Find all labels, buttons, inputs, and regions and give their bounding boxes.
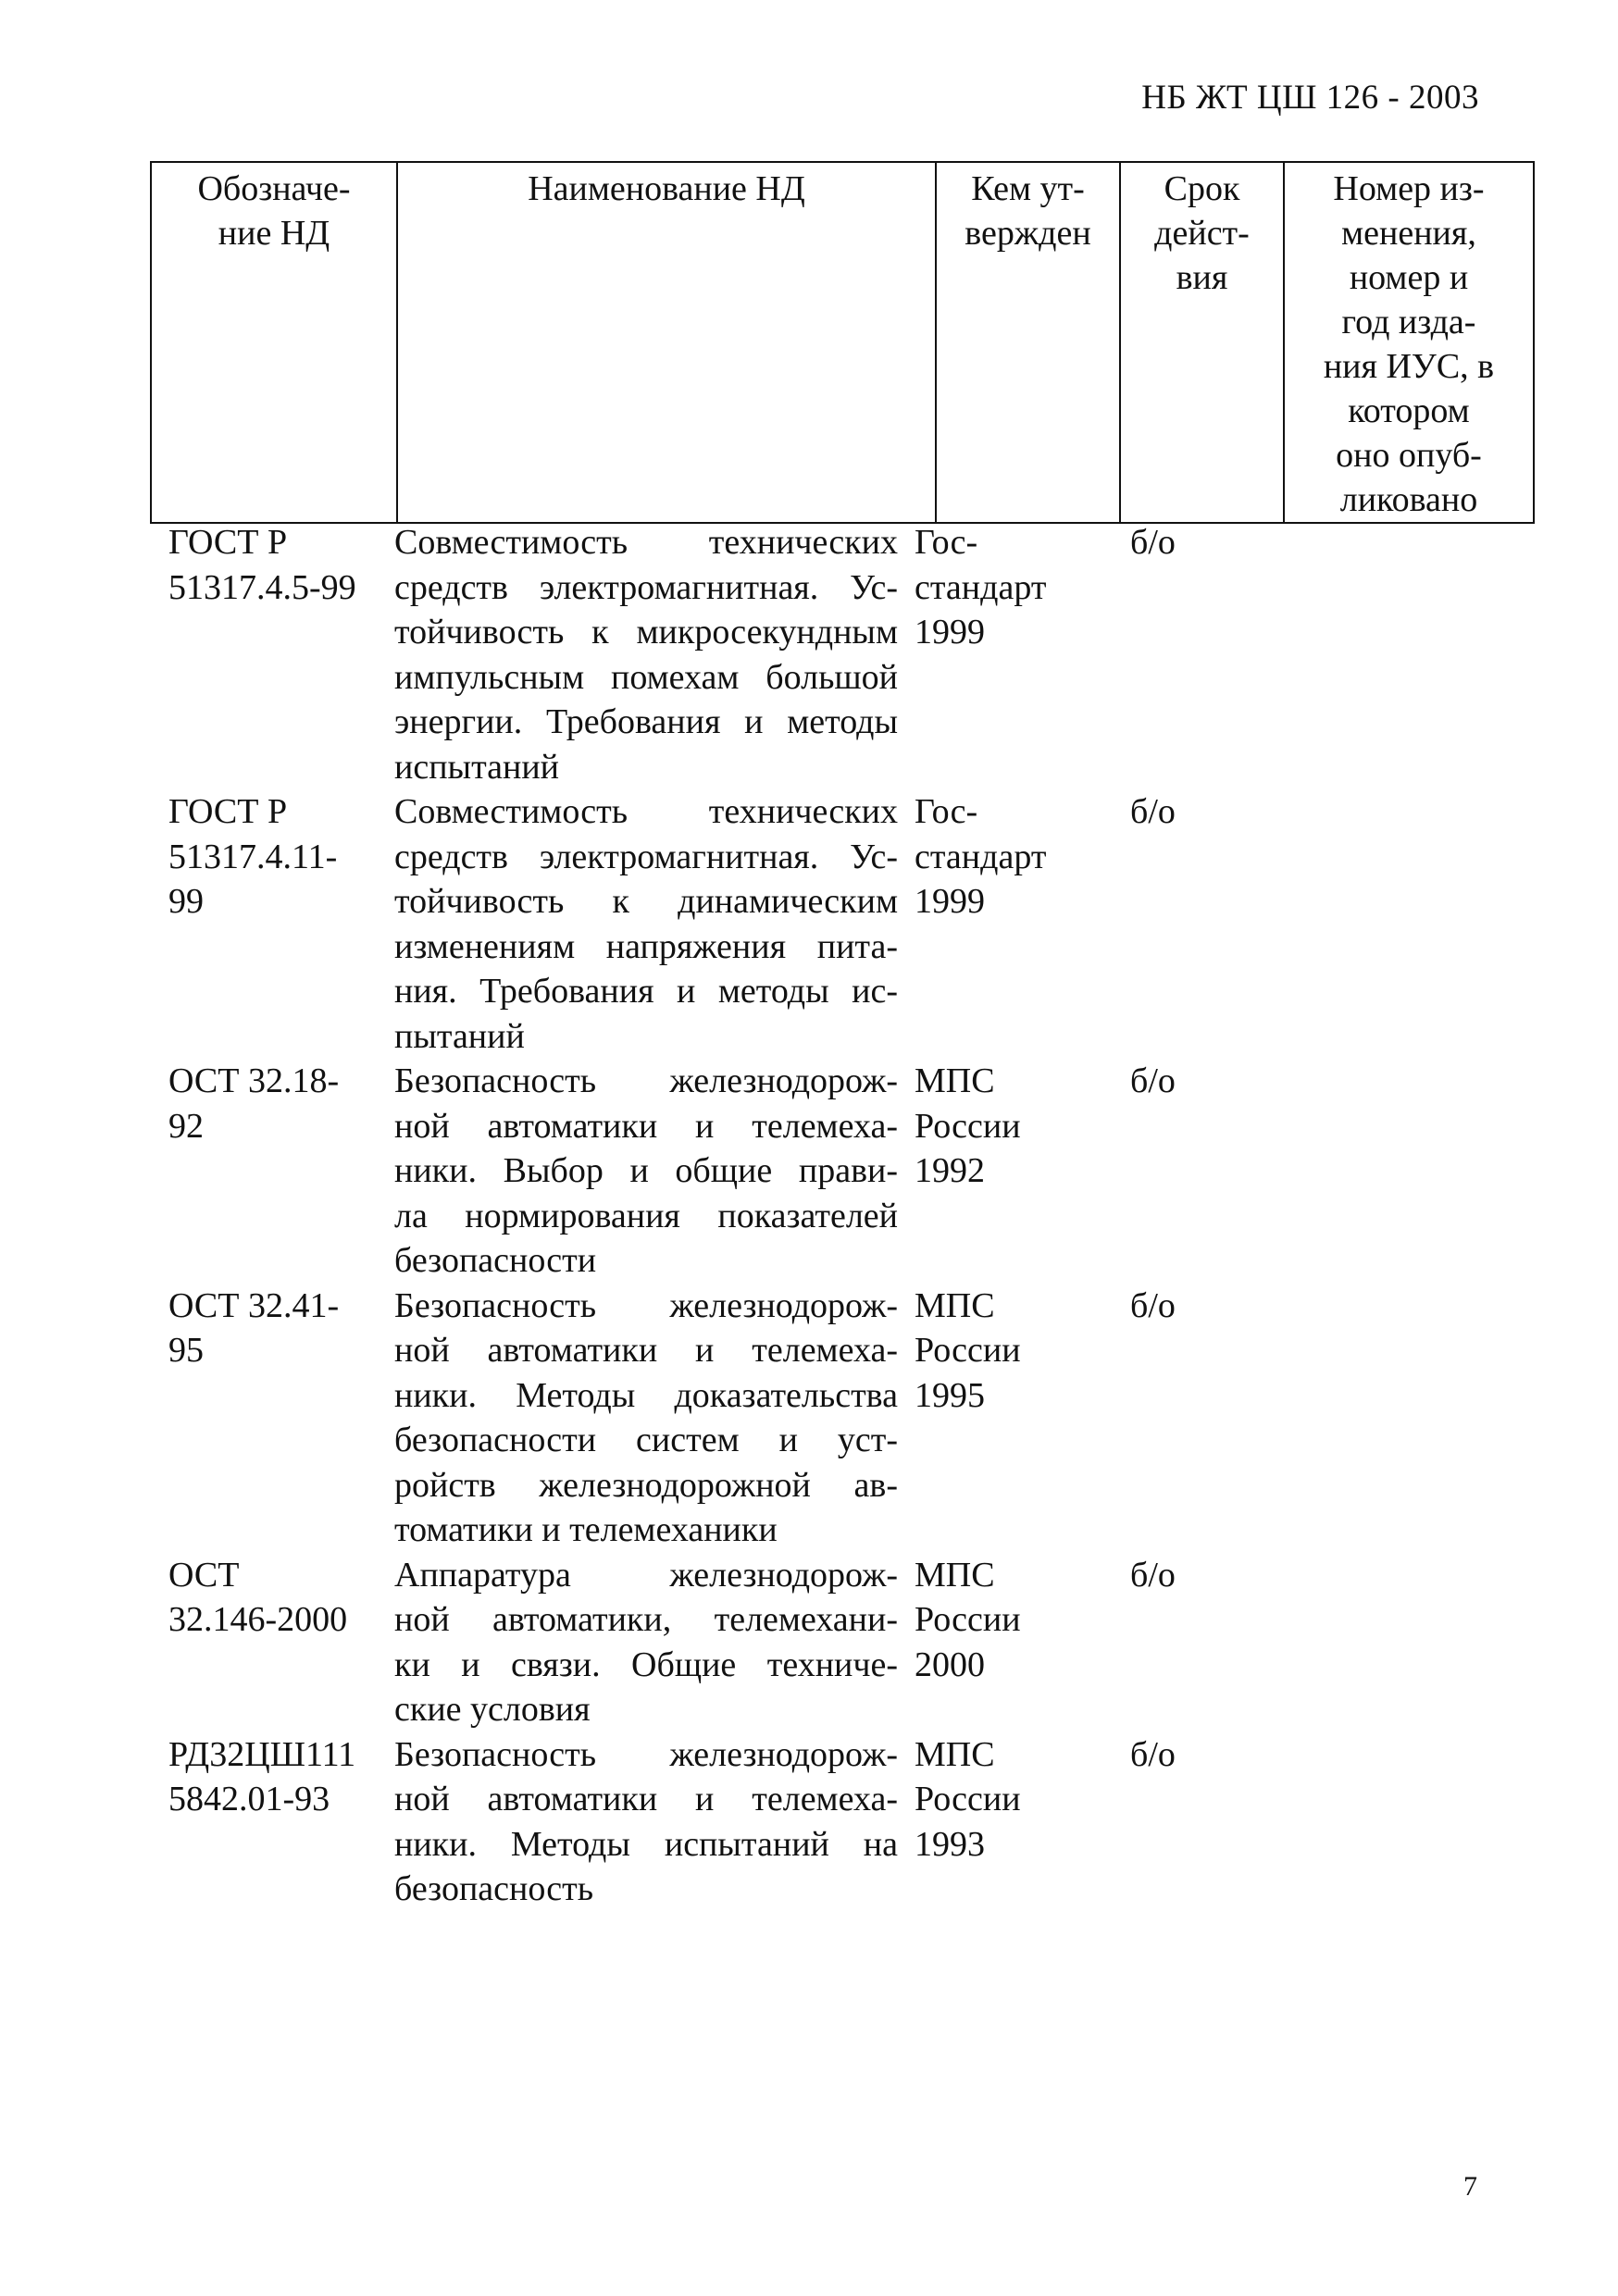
validity-cell: б/о	[1130, 1734, 1176, 1774]
header-designation	[151, 162, 397, 523]
validity-cell: б/о	[1130, 792, 1176, 831]
text-line: тойчивость к микросекундным	[394, 613, 898, 652]
text-line: испытаний	[394, 747, 560, 787]
text-line: ники. Методы доказательства	[394, 1375, 898, 1415]
text-line: пытаний	[394, 1016, 525, 1056]
table-row	[150, 1732, 1468, 1912]
text-line: Кем ут-	[971, 169, 1085, 208]
text-line: ГОСТ Р	[168, 792, 288, 831]
text-line: вия	[1176, 258, 1228, 297]
text-line: ОСТ 32.18-	[168, 1061, 340, 1100]
table-body	[150, 520, 1468, 1912]
text-line: год изда-	[1341, 303, 1476, 341]
text-line: России	[915, 1780, 1021, 1818]
name-cell	[383, 1059, 909, 1284]
table-header	[150, 161, 1535, 524]
change-number-cell	[1231, 1284, 1468, 1553]
text-line: 32.146-2000	[168, 1600, 348, 1639]
text-line: Наименование НД	[528, 169, 805, 208]
text-line: стандарт	[915, 837, 1047, 876]
designation-cell	[150, 789, 383, 1059]
text-line: безопасность	[394, 1869, 594, 1908]
text-line: ной автоматики, телемехани-	[394, 1600, 898, 1639]
change-number-cell	[1231, 520, 1468, 789]
text-line: МПС	[915, 1061, 995, 1100]
change-number-cell	[1231, 789, 1468, 1059]
text-line: вержден	[965, 214, 1091, 253]
designation-cell	[150, 1553, 383, 1732]
text-line: безопасности систем и уст-	[394, 1421, 898, 1459]
text-line: МПС	[915, 1734, 995, 1774]
text-line: ния ИУС, в	[1323, 347, 1495, 386]
approved-by-cell	[909, 1284, 1080, 1553]
text-line: 95	[168, 1331, 204, 1370]
text-line: Гос-	[915, 792, 978, 831]
document-code: НБ ЖТ ЦШ 126 - 2003	[1141, 79, 1479, 117]
validity-cell: б/о	[1130, 1555, 1176, 1595]
text-line: 2000	[915, 1644, 985, 1684]
text-line: ройств железнодорожной ав-	[394, 1465, 898, 1505]
text-line: 1992	[915, 1151, 985, 1190]
text-line: ние НД	[218, 214, 330, 253]
approved-by-cell	[909, 1732, 1080, 1912]
name-cell	[383, 789, 909, 1059]
text-line: дейст-	[1154, 214, 1250, 253]
approved-by-cell	[909, 1059, 1080, 1284]
change-number-cell	[1231, 1732, 1468, 1912]
text-line: тойчивость к динамическим	[394, 882, 898, 921]
text-line: средств электромагнитная. Ус-	[394, 837, 898, 876]
text-line: ники. Выбор и общие прави-	[394, 1151, 898, 1190]
text-line: Обозначе-	[197, 169, 351, 208]
approved-by-cell	[909, 520, 1080, 789]
text-line: Совместимость технических	[394, 792, 898, 831]
text-line: России	[915, 1331, 1021, 1370]
validity-cell: б/о	[1130, 1061, 1176, 1100]
text-line: Безопасность железнодорож-	[394, 1734, 898, 1774]
text-line: 1999	[915, 882, 985, 921]
text-line: МПС	[915, 1555, 995, 1595]
designation-cell	[150, 1284, 383, 1553]
header-change-number	[1284, 162, 1534, 523]
text-line: ной автоматики и телемеха-	[394, 1780, 898, 1818]
approved-by-cell	[909, 1553, 1080, 1732]
text-line: Совместимость технических	[394, 523, 898, 562]
table-row	[150, 1284, 1468, 1553]
header-validity	[1120, 162, 1284, 523]
text-line: ной автоматики и телемеха-	[394, 1331, 898, 1370]
name-cell	[383, 1284, 909, 1553]
text-line: котором	[1348, 391, 1470, 430]
text-line: ники. Методы испытаний на	[394, 1824, 898, 1864]
text-line: стандарт	[915, 567, 1047, 607]
designation-cell	[150, 520, 383, 789]
name-cell	[383, 1553, 909, 1732]
text-line: России	[915, 1600, 1021, 1639]
text-line: ки и связи. Общие техниче-	[394, 1644, 898, 1684]
validity-cell: б/о	[1130, 523, 1176, 562]
text-line: изменениям напряжения пита-	[394, 926, 898, 966]
text-line: 1999	[915, 613, 985, 652]
page-number: 7	[1463, 2171, 1477, 2202]
text-line: 1995	[915, 1375, 985, 1415]
approved-by-cell	[909, 789, 1080, 1059]
text-line: безопасности	[394, 1241, 597, 1280]
text-line: ния. Требования и методы ис-	[394, 972, 898, 1011]
text-line: средств электромагнитная. Ус-	[394, 567, 898, 607]
table-row	[150, 1059, 1468, 1284]
text-line: 51317.4.5-99	[168, 567, 356, 607]
text-line: 1993	[915, 1824, 985, 1864]
header-approved-by	[936, 162, 1120, 523]
text-line: 5842.01-93	[168, 1780, 330, 1818]
text-line: ские условия	[394, 1690, 591, 1729]
text-line: Гос-	[915, 523, 978, 562]
text-line: ОСТ	[168, 1555, 240, 1595]
text-line: ОСТ 32.41-	[168, 1285, 340, 1325]
name-cell	[383, 520, 909, 789]
text-line: Аппаратура железнодорож-	[394, 1555, 898, 1595]
change-number-cell	[1231, 1553, 1468, 1732]
change-number-cell	[1231, 1059, 1468, 1284]
name-cell	[383, 1732, 909, 1912]
text-line: Безопасность железнодорож-	[394, 1061, 898, 1100]
text-line: оно опуб-	[1336, 436, 1482, 475]
table-row	[150, 789, 1468, 1059]
text-line: менения,	[1341, 214, 1476, 253]
text-line: ГОСТ Р	[168, 523, 288, 562]
text-line: импульсным помехам большой	[394, 657, 898, 697]
text-line: Безопасность железнодорож-	[394, 1285, 898, 1325]
text-line: МПС	[915, 1285, 995, 1325]
text-line: России	[915, 1106, 1021, 1146]
text-line: 92	[168, 1106, 204, 1146]
text-line: Срок	[1164, 169, 1240, 208]
text-line: РД32ЦШ111	[168, 1734, 356, 1774]
text-line: 51317.4.11-	[168, 837, 338, 876]
designation-cell	[150, 1059, 383, 1284]
text-line: ликовано	[1339, 480, 1478, 519]
text-line: энергии. Требования и методы	[394, 702, 898, 741]
header-name	[397, 162, 936, 523]
text-line: номер и	[1349, 258, 1469, 297]
text-line: 99	[168, 882, 204, 921]
table-row	[150, 520, 1468, 789]
text-line: ной автоматики и телемеха-	[394, 1106, 898, 1146]
validity-cell: б/о	[1130, 1285, 1176, 1325]
table-row	[150, 1553, 1468, 1732]
designation-cell	[150, 1732, 383, 1912]
text-line: Номер из-	[1333, 169, 1485, 208]
text-line: ла нормирования показателей	[394, 1196, 898, 1235]
text-line: томатики и телемеханики	[394, 1510, 778, 1549]
